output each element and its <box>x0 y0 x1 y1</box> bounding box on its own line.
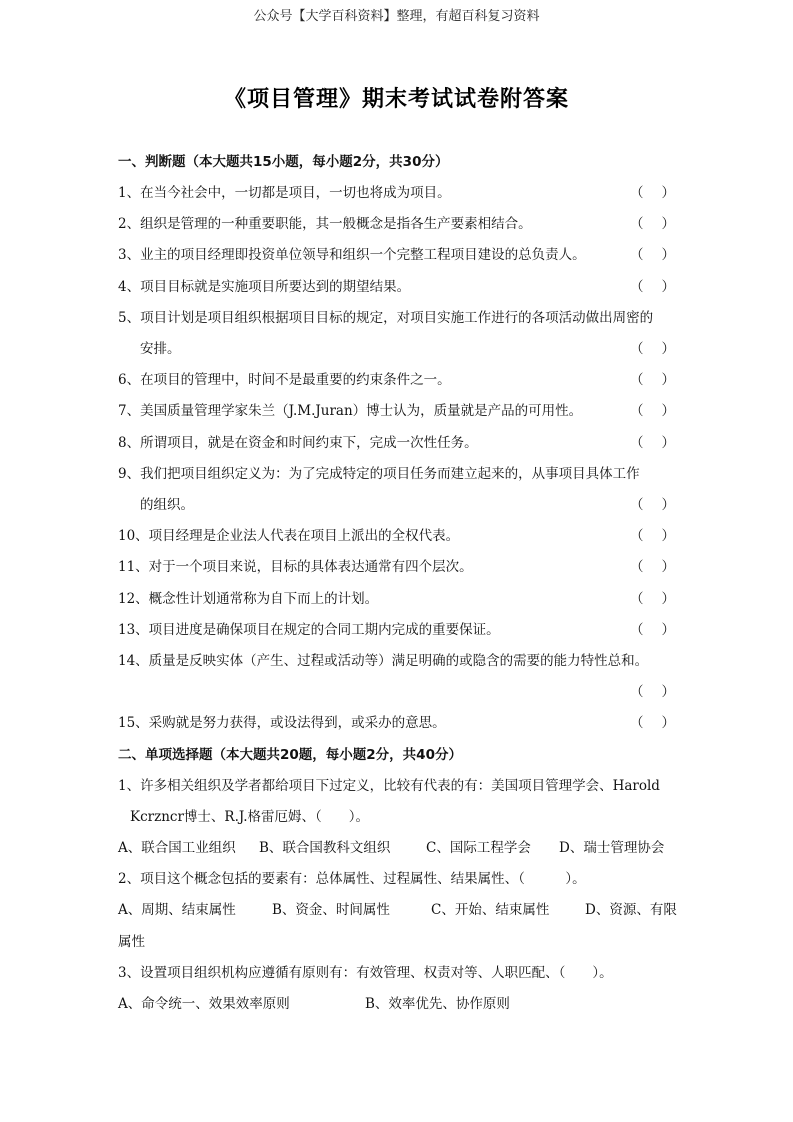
question-4: 4、项目目标就是实施项目所要达到的期望结果。 <box>118 279 411 295</box>
answer-blank-1[interactable]: （ ） <box>630 185 675 201</box>
mc1-option-a[interactable]: A、联合国工业组织 <box>118 840 236 856</box>
question-6: 6、在项目的管理中，时间不是最重要的约束条件之一。 <box>118 372 451 388</box>
answer-blank-10[interactable]: （ ） <box>630 528 675 544</box>
section-heading-single-choice: 二、单项选择题（本大题共20题，每小题2分，共40分） <box>118 747 462 763</box>
question-9-cont: 的组织。 <box>140 497 194 513</box>
mc-question-1-cont: Kcrzncr博士、R.J.格雷厄姆、（ ）。 <box>130 809 370 825</box>
mc3-option-b[interactable]: B、效率优先、协作原则 <box>365 996 510 1012</box>
question-14: 14、质量是反映实体（产生、过程或活动等）满足明确的或隐含的需要的能力特性总和。 <box>118 653 649 669</box>
mc1-option-c[interactable]: C、国际工程学会 <box>426 840 531 856</box>
question-15: 15、采购就是努力获得，或设法得到，或采办的意思。 <box>118 715 446 731</box>
section-heading-true-false: 一、判断题（本大题共15小题，每小题2分，共30分） <box>118 154 449 170</box>
question-7: 7、美国质量管理学家朱兰（J.M.Juran）博士认为，质量就是产品的可用性。 <box>118 403 583 419</box>
mc2-option-a[interactable]: A、周期、结束属性 <box>118 902 236 918</box>
question-13: 13、项目进度是确保项目在规定的合同工期内完成的重要保证。 <box>118 622 500 638</box>
answer-blank-2[interactable]: （ ） <box>630 216 675 232</box>
mc-question-3: 3、设置项目组织机构应遵循有原则有：有效管理、权责对等、人职匹配、（ ）。 <box>118 965 613 981</box>
answer-blank-4[interactable]: （ ） <box>630 279 675 295</box>
question-2: 2、组织是管理的一种重要职能，其一般概念是指各生产要素相结合。 <box>118 216 532 232</box>
question-10: 10、项目经理是企业法人代表在项目上派出的全权代表。 <box>118 528 460 544</box>
answer-blank-9[interactable]: （ ） <box>630 497 675 513</box>
answer-blank-3[interactable]: （ ） <box>630 247 675 263</box>
mc1-option-d[interactable]: D、瑞士管理协会 <box>559 840 665 856</box>
answer-blank-11[interactable]: （ ） <box>630 559 675 575</box>
question-1: 1、在当今社会中，一切都是项目，一切也将成为项目。 <box>118 185 451 201</box>
mc-question-2: 2、项目这个概念包括的要素有：总体属性、过程属性、结果属性、（ ）。 <box>118 871 586 887</box>
question-11: 11、对于一个项目来说，目标的具体表达通常有四个层次。 <box>118 559 473 575</box>
answer-blank-13[interactable]: （ ） <box>630 622 675 638</box>
answer-blank-6[interactable]: （ ） <box>630 372 675 388</box>
answer-blank-15[interactable]: （ ） <box>630 715 675 731</box>
question-9: 9、我们把项目组织定义为：为了完成特定的项目任务而建立起来的，从事项目具体工作 <box>118 466 640 482</box>
header-note: 公众号【大学百科资料】整理，有超百科复习资料 <box>253 9 540 24</box>
page-title: 《项目管理》期末考试试卷附答案 <box>223 87 569 112</box>
answer-blank-8[interactable]: （ ） <box>630 435 675 451</box>
answer-blank-14[interactable]: （ ） <box>630 684 675 700</box>
answer-blank-7[interactable]: （ ） <box>630 403 675 419</box>
mc2-option-d-cont: 属性 <box>118 934 145 950</box>
mc3-option-a[interactable]: A、命令统一、效果效率原则 <box>118 996 290 1012</box>
answer-blank-12[interactable]: （ ） <box>630 591 675 607</box>
mc2-option-d[interactable]: D、资源、有限 <box>585 902 677 918</box>
mc-question-1: 1、许多相关组织及学者都给项目下过定义，比较有代表的有：美国项目管理学会、Harold <box>118 778 660 794</box>
mc1-option-b[interactable]: B、联合国教科文组织 <box>259 840 391 856</box>
question-5-cont: 安排。 <box>140 341 181 357</box>
question-12: 12、概念性计划通常称为自下而上的计划。 <box>118 591 379 607</box>
question-3: 3、业主的项目经理即投资单位领导和组织一个完整工程项目建设的总负责人。 <box>118 247 586 263</box>
mc2-option-b[interactable]: B、资金、时间属性 <box>272 902 390 918</box>
question-8: 8、所谓项目，就是在资金和时间约束下，完成一次性任务。 <box>118 435 478 451</box>
question-5: 5、项目计划是项目组织根据项目目标的规定，对项目实施工作进行的各项活动做出周密的 <box>118 310 654 326</box>
mc2-option-c[interactable]: C、开始、结束属性 <box>431 902 550 918</box>
answer-blank-5[interactable]: （ ） <box>630 341 675 357</box>
